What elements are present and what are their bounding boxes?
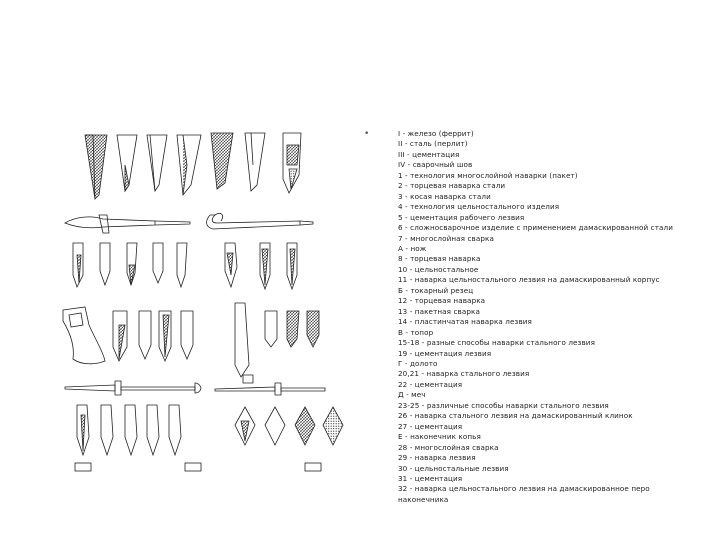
row-4-axe-blades	[63, 303, 319, 377]
legend-item: 26 - наварка стального лезвия на дамаскированный клинок	[398, 411, 633, 421]
legend-item: Б - токарный резец	[398, 285, 474, 295]
legend-item: А - нож	[398, 243, 427, 253]
legend-item: 32 - наварка цельностального лезвия на дамаскированное перо наконечника	[398, 484, 650, 504]
bullet-marker: •	[364, 129, 370, 139]
legend-item: III - цементация	[398, 149, 460, 159]
legend-item: 2 - торцевая наварка стали	[398, 181, 506, 191]
legend-item: 15-18 - разные способы наварки стального лезвия	[398, 338, 596, 348]
legend-item: 4 - технология цельностального изделия	[398, 202, 560, 212]
legend-item: 11 - наварка цельностального лезвия на дамаскированный корпус	[398, 275, 660, 285]
legend-item: 29 - наварка лезвия	[398, 453, 476, 463]
legend-item: 28 - многослойная сварка	[398, 442, 499, 452]
legend-item: 12 - торцевая наварка	[398, 296, 486, 306]
legend-item: 23-25 - различные способы наварки стального лезвия	[398, 400, 609, 410]
legend-item: 30 - цельностальные лезвия	[398, 463, 509, 473]
legend-item: 19 - цементация лезвия	[398, 348, 492, 358]
blades-technology-figure	[55, 125, 355, 485]
legend-item: II - сталь (перлит)	[398, 139, 468, 149]
legend-item: 3 - косая наварка стали	[398, 191, 491, 201]
legend-item: В - топор	[398, 327, 434, 337]
legend-item: Д - меч	[398, 390, 426, 400]
legend-item: 22 - цементация	[398, 379, 463, 389]
legend-item: 31 - цементация	[398, 473, 463, 483]
row-3-chisels	[73, 243, 297, 289]
legend-item: 5 - цементация рабочего лезвия	[398, 212, 525, 222]
row-1-sections	[85, 133, 301, 199]
legend-list	[366, 129, 706, 505]
row-6-spearheads	[75, 405, 343, 471]
legend-item: 7 - многослойная сварка	[398, 233, 494, 243]
legend-item: 27 - цементация	[398, 421, 463, 431]
legend-item: IV - сварочный шов	[398, 160, 473, 170]
row-5-swords	[65, 375, 325, 395]
legend-item: Е - наконечник копья	[398, 432, 481, 442]
legend-item: 10 - цельностальное	[398, 264, 479, 274]
row-2-knife-sickle	[65, 213, 313, 233]
legend-item: 6 - сложносварочное изделие с применением дамаскированной стали	[398, 223, 673, 233]
legend-item: 8 - торцевая наварка	[398, 254, 481, 264]
legend-item: I - железо (феррит)	[398, 129, 474, 138]
forged-blades-drawing	[55, 125, 355, 485]
legend-item: Г - долото	[398, 358, 438, 368]
legend-item: 1 - технология многослойной наварки (пакет)	[398, 170, 578, 180]
legend-item: 14 - пластинчатая наварка лезвия	[398, 317, 532, 327]
legend-item: 20,21 - наварка стального лезвия	[398, 369, 530, 379]
legend-item: 13 - пакетная сварка	[398, 306, 480, 316]
